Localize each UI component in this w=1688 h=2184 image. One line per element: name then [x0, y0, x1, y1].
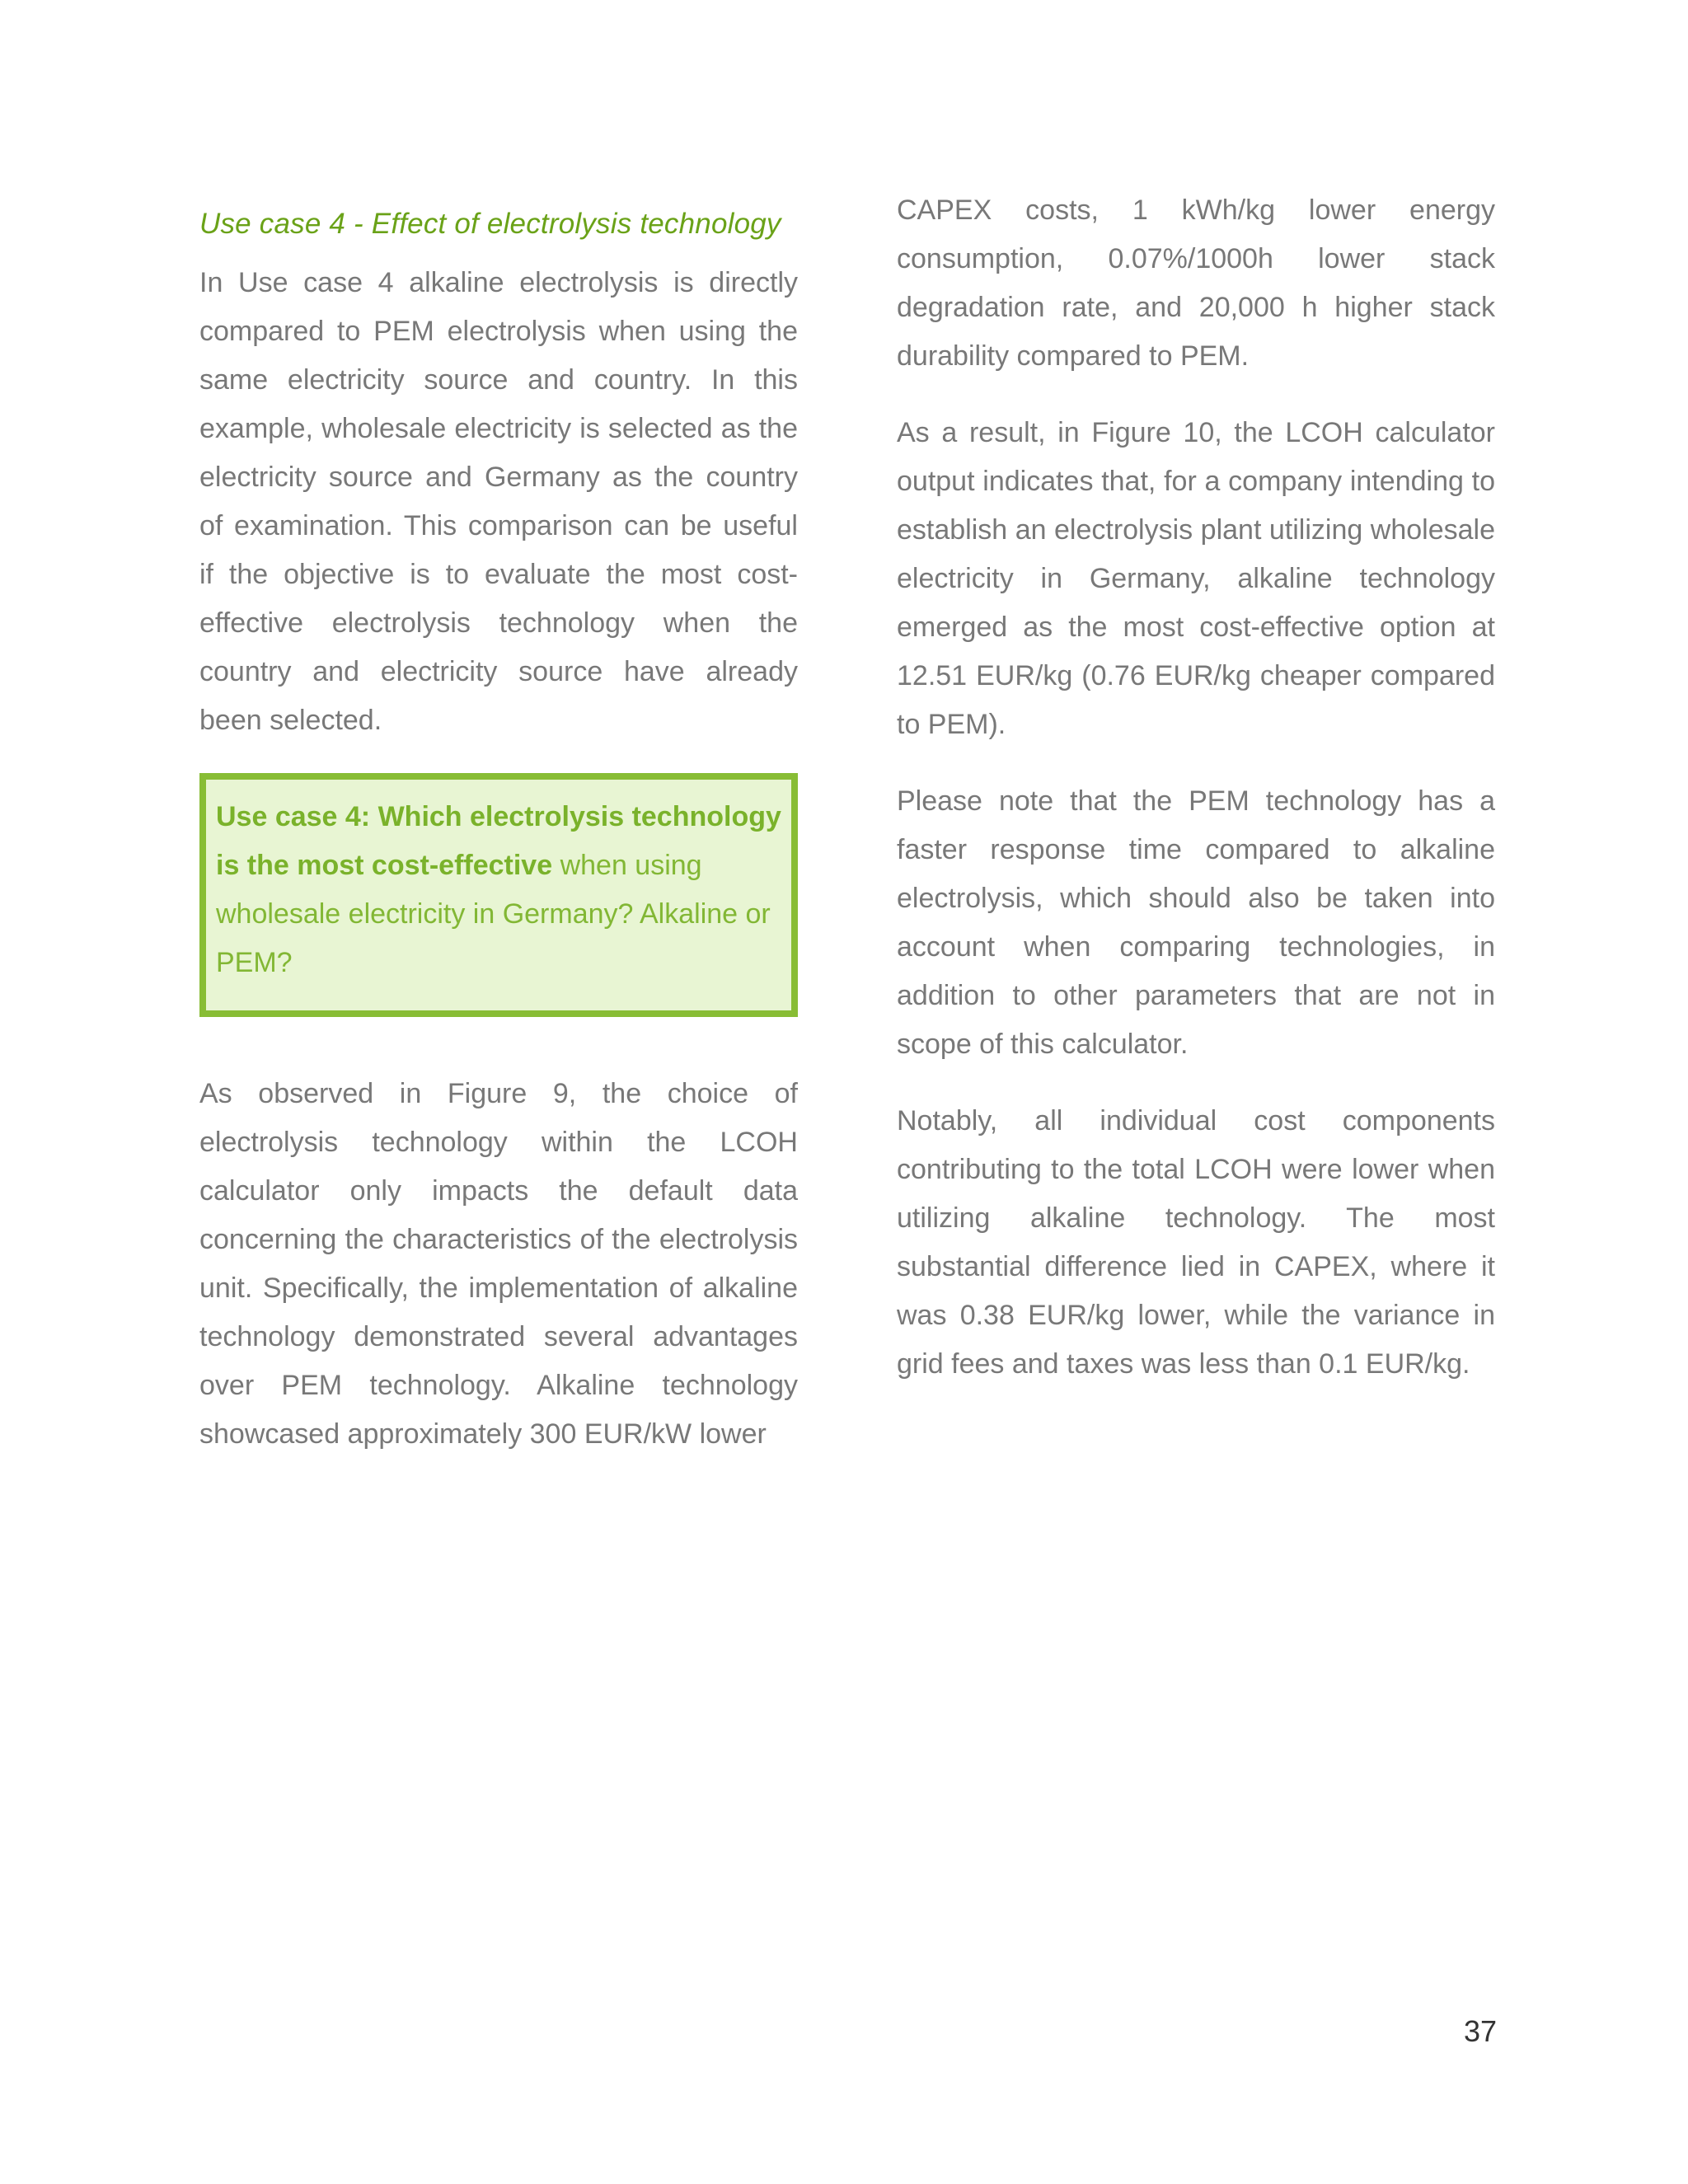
cost-components-paragraph: Notably, all individual cost components contributing to the total LCOH were lower when utilizing alkaline technology. The most substantial difference lied in CAPEX, where it was 0.38 EUR/kg lower, while the variance in grid fees and taxes was less than 0.1 EUR/kg.	[897, 1105, 1495, 1380]
figure9-paragraph: As observed in Figure 9, the choice of electrolysis technology within the LCOH calculator only impacts the default data concerning the characteristics of the electrolysis unit. Specifically, the implementation of alkaline technology demonstrated several advantages over PEM technology. Alkaline technology showcased approximately 300 EUR/kW lower	[199, 1078, 798, 1450]
pem-response-note-paragraph: Please note that the PEM technology has a faster response time compared to alkaline electrolysis, which should also be taken into account when comparing technologies, in addition to other parameters that are not in scope of this calculator.	[897, 785, 1495, 1060]
callout-text	[216, 793, 781, 987]
capex-continuation-paragraph: CAPEX costs, 1 kWh/kg lower energy consumption, 0.07%/1000h lower stack degradation rate, and 20,000 h higher stack durability compared to PEM.	[897, 194, 1495, 372]
page-number: 37	[1463, 2014, 1497, 2048]
callout-regular-text: when using wholesale electricity in Germany? Alkaline or PEM?	[216, 850, 771, 978]
left-column	[199, 191, 798, 1487]
right-column	[897, 191, 1495, 1417]
callout-bold-text: Use case 4: Which electrolysis technology is the most cost-effective	[216, 801, 781, 881]
figure10-result-paragraph: As a result, in Figure 10, the LCOH calculator output indicates that, for a company intending to establish an electrolysis plant utilizing wholesale electricity in Germany, alkaline technology emerged as the most cost-effective option at 12.51 EUR/kg (0.76 EUR/kg cheaper compared to PEM).	[897, 417, 1495, 740]
section-heading: Use case 4 - Effect of electrolysis technology	[199, 208, 781, 240]
intro-paragraph: In Use case 4 alkaline electrolysis is directly compared to PEM electrolysis when using the same electricity source and country. In this example, wholesale electricity is selected as the electricity source and Germany as the country of examination. This comparison can be useful if the objective is to evaluate the most cost-effective electrolysis technology when the country and electricity source have already been selected.	[199, 267, 798, 736]
use-case-callout-box	[199, 773, 798, 1017]
